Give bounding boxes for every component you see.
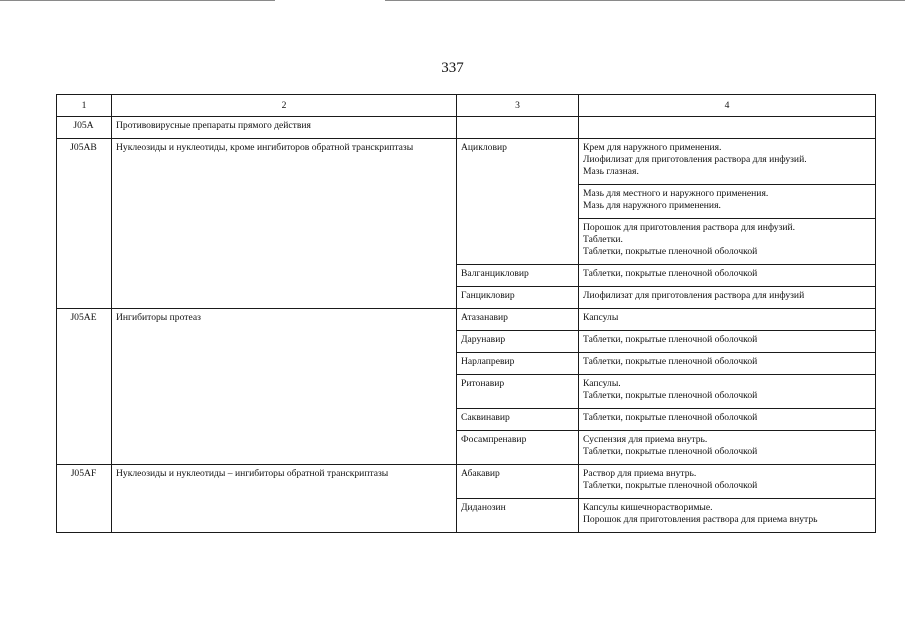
dosage-form-line: Мазь для наружного применения. xyxy=(583,200,721,211)
dosage-form-line: Таблетки, покрытые пленочной оболочкой xyxy=(583,334,758,345)
dosage-form-line: Капсулы кишечнорастворимые. xyxy=(583,502,713,513)
atc-code-cell: J05A xyxy=(57,117,112,139)
dosage-form-line: Порошок для приготовления раствора для приема внутрь xyxy=(583,514,818,525)
scan-top-line-left xyxy=(0,0,275,1)
dosage-form-line: Капсулы xyxy=(583,312,619,323)
drug-name-cell xyxy=(457,117,579,139)
dosage-form-cell xyxy=(579,287,876,309)
dosage-form-line: Таблетки, покрытые пленочной оболочкой xyxy=(583,246,758,257)
table-header-row xyxy=(57,95,876,117)
scan-top-line-right xyxy=(385,0,905,1)
drug-name-cell: Фосампренавир xyxy=(457,431,579,465)
drug-name-cell: Дарунавир xyxy=(457,331,579,353)
dosage-form-line: Капсулы. xyxy=(583,378,621,389)
dosage-form-line: Мазь глазная. xyxy=(583,166,639,177)
page-number: 337 xyxy=(441,60,464,76)
drug-name-cell: Абакавир xyxy=(457,465,579,499)
table-body xyxy=(57,117,876,533)
medication-table xyxy=(56,94,876,533)
dosage-form-cell xyxy=(579,353,876,375)
dosage-form-cell xyxy=(579,331,876,353)
table-row xyxy=(57,309,876,331)
dosage-form-line: Мазь для местного и наружного применения. xyxy=(583,188,769,199)
atc-group-cell: Нуклеозиды и нуклеотиды, кроме ингибиторов обратной транскриптазы xyxy=(112,139,457,309)
dosage-form-line: Таблетки. xyxy=(583,234,623,245)
dosage-form-line: Таблетки, покрытые пленочной оболочкой xyxy=(583,446,758,457)
atc-code-cell: J05AE xyxy=(57,309,112,465)
atc-group-cell: Противовирусные препараты прямого действия xyxy=(112,117,457,139)
dosage-form-line: Суспензия для приема внутрь. xyxy=(583,434,708,445)
dosage-form-line: Порошок для приготовления раствора для инфузий. xyxy=(583,222,796,233)
column-header: 1 xyxy=(57,95,112,117)
dosage-form-line: Лиофилизат для приготовления раствора для инфузий xyxy=(583,290,805,301)
atc-group-cell: Нуклеозиды и нуклеотиды – ингибиторы обратной транскриптазы xyxy=(112,465,457,533)
drug-name-cell: Нарлапревир xyxy=(457,353,579,375)
atc-code-cell: J05AB xyxy=(57,139,112,309)
dosage-form-cell xyxy=(579,185,876,219)
dosage-form-line: Таблетки, покрытые пленочной оболочкой xyxy=(583,356,758,367)
drug-name-cell: Диданозин xyxy=(457,499,579,533)
dosage-form-line: Таблетки, покрытые пленочной оболочкой xyxy=(583,268,758,279)
drug-name-cell: Ацикловир xyxy=(457,139,579,265)
dosage-form-cell xyxy=(579,375,876,409)
dosage-form-cell xyxy=(579,265,876,287)
dosage-form-line: Таблетки, покрытые пленочной оболочкой xyxy=(583,480,758,491)
dosage-form-cell xyxy=(579,465,876,499)
dosage-form-cell xyxy=(579,219,876,265)
dosage-form-cell xyxy=(579,309,876,331)
table-row xyxy=(57,465,876,499)
dosage-form-line: Таблетки, покрытые пленочной оболочкой xyxy=(583,390,758,401)
dosage-form-line: Таблетки, покрытые пленочной оболочкой xyxy=(583,412,758,423)
dosage-form-line: Лиофилизат для приготовления раствора для инфузий. xyxy=(583,154,807,165)
dosage-form-cell xyxy=(579,409,876,431)
atc-code-cell: J05AF xyxy=(57,465,112,533)
drug-name-cell: Валганцикловир xyxy=(457,265,579,287)
table-row xyxy=(57,139,876,185)
dosage-form-cell xyxy=(579,139,876,185)
dosage-form-line: Крем для наружного применения. xyxy=(583,142,722,153)
table-row xyxy=(57,117,876,139)
atc-group-cell: Ингибиторы протеаз xyxy=(112,309,457,465)
drug-name-cell: Атазанавир xyxy=(457,309,579,331)
dosage-form-line: Раствор для приема внутрь. xyxy=(583,468,697,479)
dosage-form-cell xyxy=(579,117,876,139)
column-header: 4 xyxy=(579,95,876,117)
dosage-form-cell xyxy=(579,431,876,465)
dosage-form-cell xyxy=(579,499,876,533)
column-header: 2 xyxy=(112,95,457,117)
drug-name-cell: Саквинавир xyxy=(457,409,579,431)
column-header: 3 xyxy=(457,95,579,117)
drug-name-cell: Ритонавир xyxy=(457,375,579,409)
drug-name-cell: Ганцикловир xyxy=(457,287,579,309)
